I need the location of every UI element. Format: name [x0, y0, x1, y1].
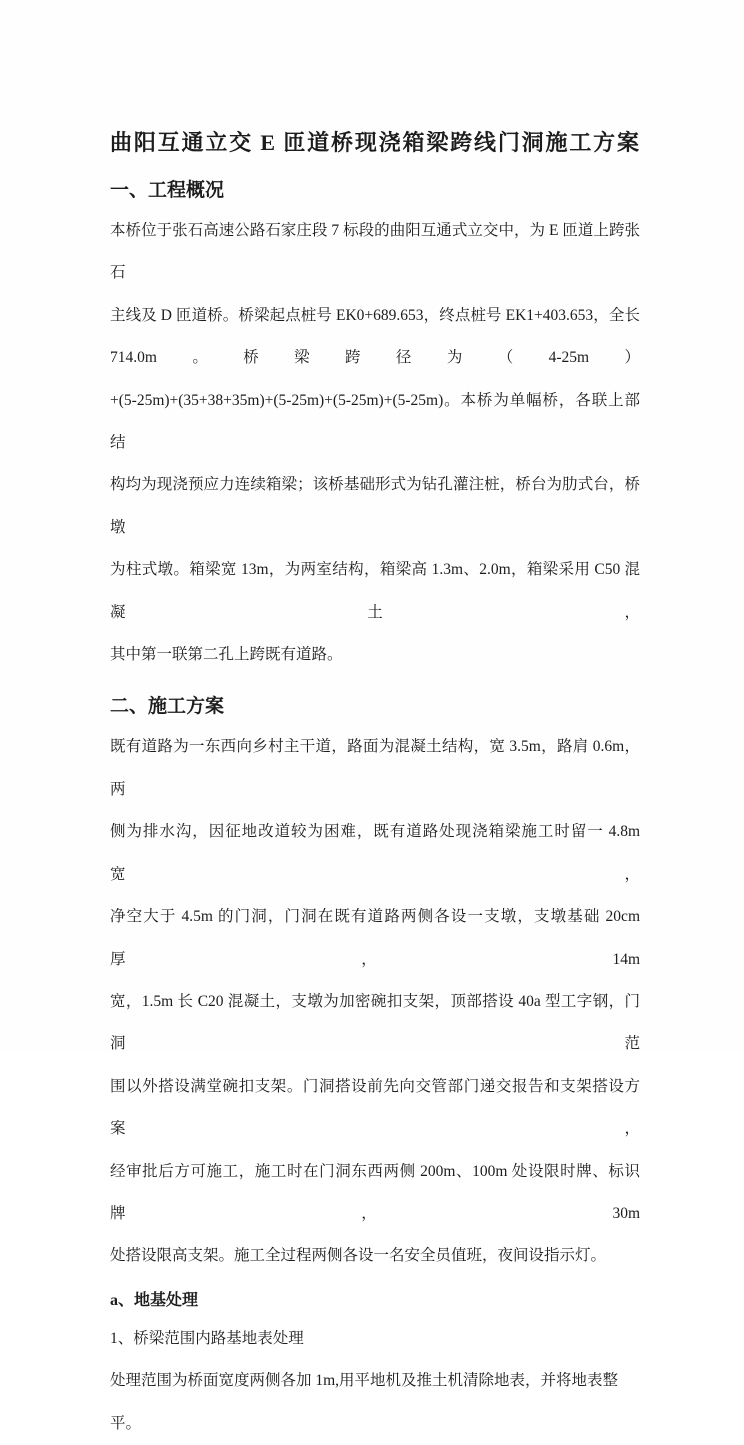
text-line: 本桥位于张石高速公路石家庄段 7 标段的曲阳互通式立交中，为 E 匝道上跨张石	[110, 222, 640, 282]
section-1-heading: 一、工程概况	[110, 180, 225, 201]
text-line: 主线及 D 匝道桥。桥梁起点桩号 EK0+689.653，终点桩号 EK1+403.653，全长	[110, 306, 640, 324]
section-2-paragraph	[110, 726, 640, 1277]
text-line: 1、桥梁范围内路基地表处理	[110, 1329, 304, 1347]
section-1-paragraph	[110, 210, 640, 676]
text-line: 处理范围为桥面宽度两侧各加 1m,用平地机及推土机清除地表，并将地表整平。	[110, 1372, 619, 1432]
text-line: 净空大于 4.5m 的门洞，门洞在既有道路两侧各设一支墩，支墩基础 20cm 厚，14m	[110, 908, 640, 968]
text-line: 714.0m。桥梁跨径为（4-25m）	[110, 349, 640, 367]
text-line: +(5-25m)+(35+38+35m)+(5-25m)+(5-25m)+(5-25m)。本桥为单幅桥，各联上部结	[110, 391, 640, 452]
text-line: 处搭设限高支架。施工全过程两侧各设一名安全员值班，夜间设指示灯。	[110, 1247, 607, 1265]
section-3-heading: a、地基处理	[110, 1291, 199, 1309]
text-line: 既有道路为一东西向乡村主干道，路面为混凝土结构，宽 3.5m，路肩 0.6m，两	[110, 738, 640, 798]
text-line: 经审批后方可施工，施工时在门洞东西两侧 200m、100m 处设限时牌、标识牌，30m	[110, 1162, 640, 1222]
text-line: 构均为现浇预应力连续箱梁；该桥基础形式为钻孔灌注桩，桥台为肋式台，桥墩	[110, 476, 640, 536]
text-line: 围以外搭设满堂碗扣支架。门洞搭设前先向交管部门递交报告和支架搭设方案，	[110, 1077, 640, 1138]
text-line: 为柱式墩。箱梁宽 13m，为两室结构，箱梁高 1.3m、2.0m，箱梁采用 C50 混凝土，	[110, 561, 640, 621]
document-title: 曲阳互通立交 E 匝道桥现浇箱梁跨线门洞施工方案	[110, 130, 640, 155]
text-line: 侧为排水沟，因征地改道较为困难，既有道路处现浇箱梁施工时留一 4.8m 宽，	[110, 823, 640, 883]
text-line: 宽，1.5m 长 C20 混凝土，支墩为加密碗扣支架，顶部搭设 40a 型工字钢，门洞范	[110, 992, 640, 1053]
section-3-paragraph	[110, 1318, 640, 1445]
text-line: 其中第一联第二孔上跨既有道路。	[110, 646, 343, 664]
section-2-heading: 二、施工方案	[110, 696, 225, 718]
